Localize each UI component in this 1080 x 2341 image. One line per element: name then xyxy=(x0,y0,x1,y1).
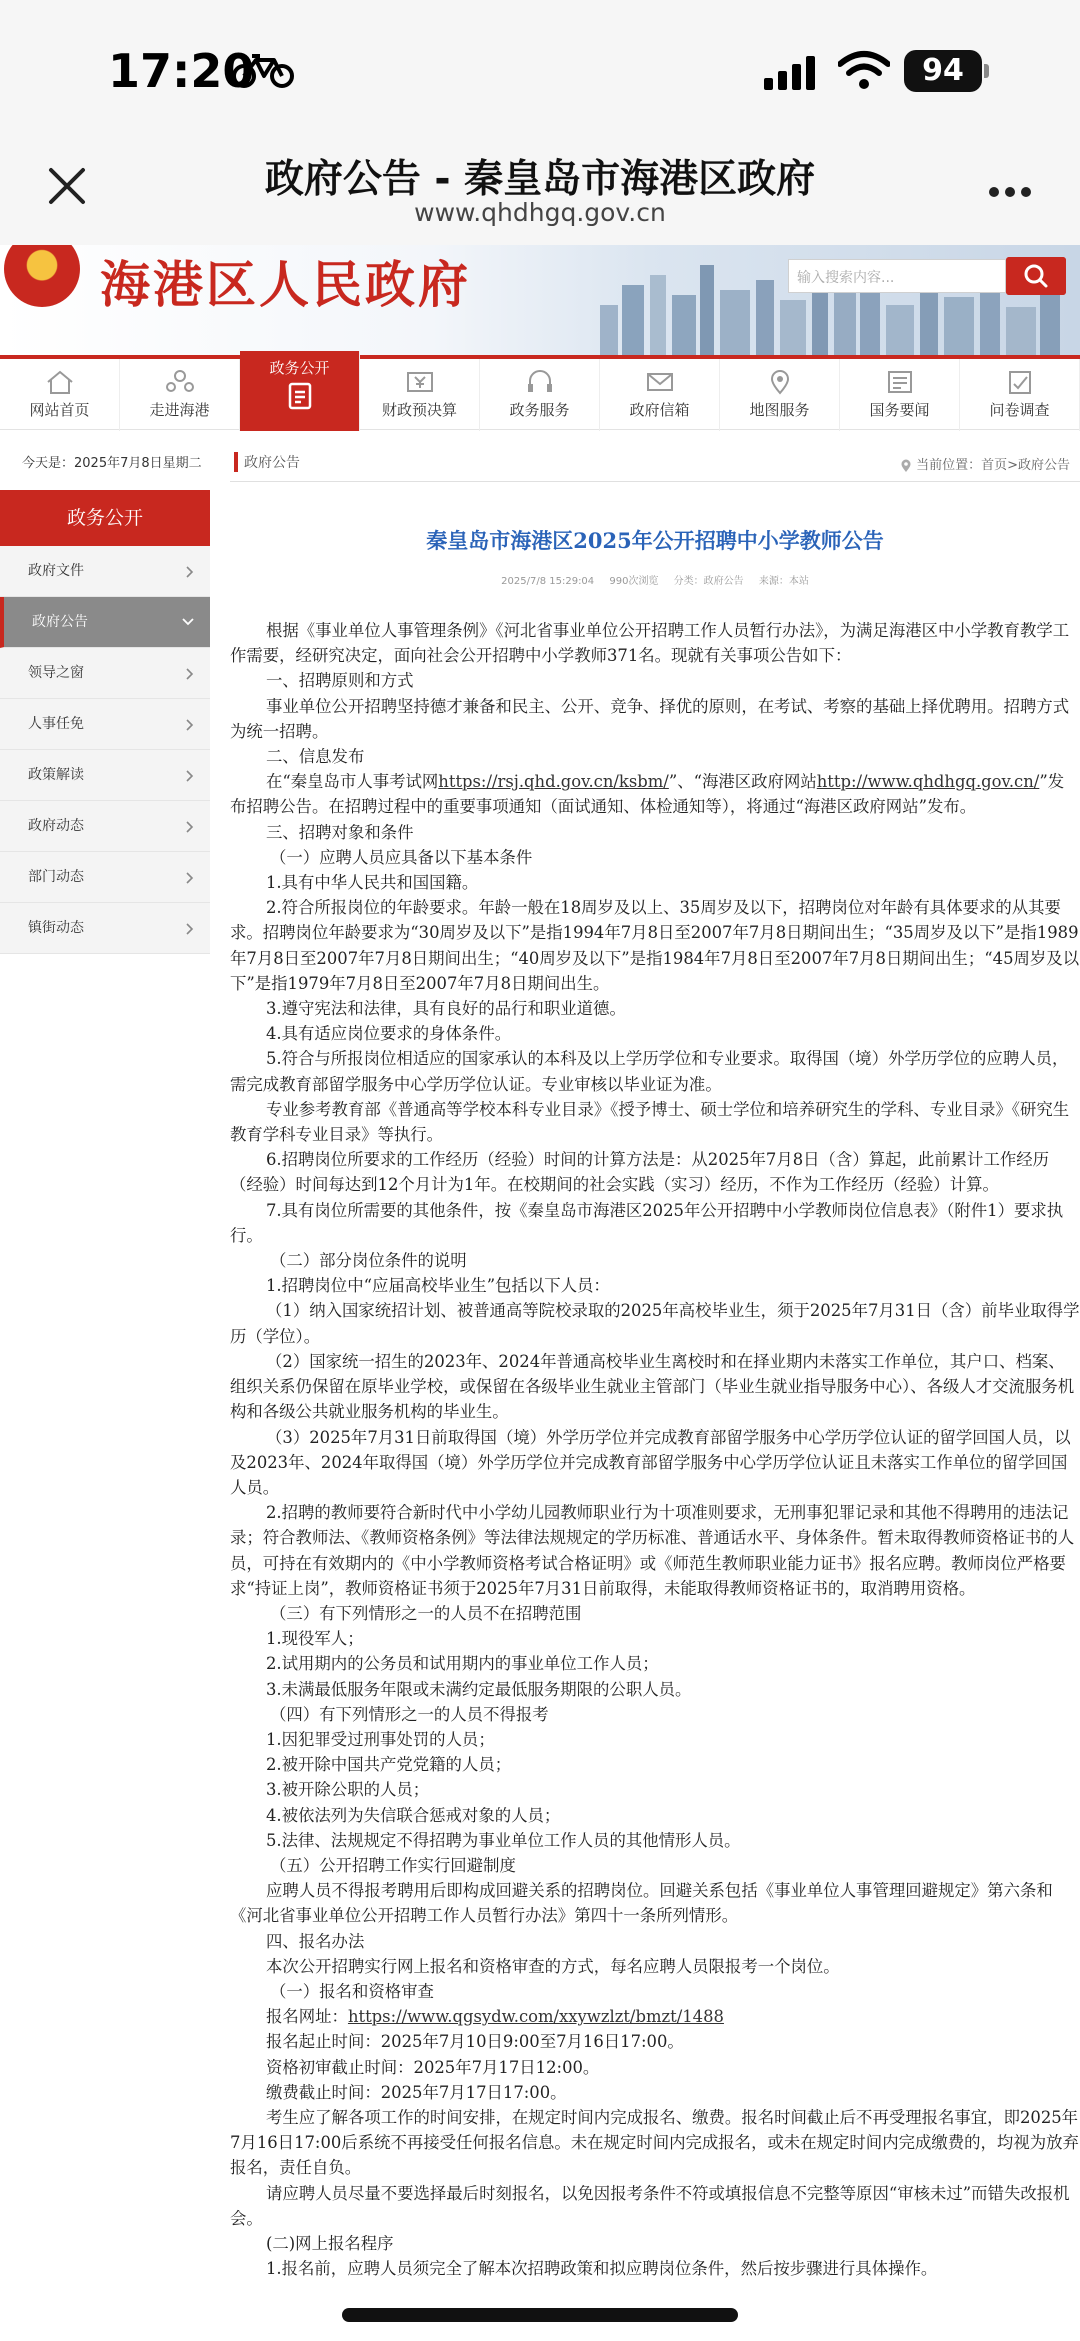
list-item: 1.因犯罪受过刑事处罚的人员； xyxy=(266,1729,495,1749)
subsection-heading: （三）有下列情形之一的人员不在招聘范围 xyxy=(270,1603,582,1623)
current-location[interactable] xyxy=(900,454,1070,473)
subsection-heading: （二）部分岗位条件的说明 xyxy=(270,1251,467,1271)
link-gov-site[interactable]: http://www.qhdhgq.gov.cn/ xyxy=(816,772,1040,792)
nav-item-gov-affairs[interactable] xyxy=(240,351,360,431)
people-icon xyxy=(165,369,195,395)
subsection-heading: （五）公开招聘工作实行回避制度 xyxy=(270,1855,516,1875)
news-icon xyxy=(885,369,915,395)
today-date: 今天是：2025年7月8日星期二 xyxy=(22,456,202,471)
nav-item-news[interactable] xyxy=(840,359,960,431)
sidebar-item-leaders[interactable] xyxy=(0,648,210,699)
nav-label: 走进海港 xyxy=(149,401,210,419)
subsection-heading: (二)网上报名程序 xyxy=(266,2234,394,2253)
browser-page-url: www.qhdhgq.gov.cn xyxy=(414,198,666,227)
nav-label: 网站首页 xyxy=(29,401,90,419)
sidebar-item-gov-news[interactable] xyxy=(0,801,210,852)
article-title: 秦皇岛市海港区2025年公开招聘中小学教师公告 xyxy=(426,528,884,553)
nav-label: 地图服务 xyxy=(749,401,810,419)
text: 报名网址： xyxy=(266,2007,348,2027)
nav-item-map[interactable] xyxy=(720,359,840,431)
chevron-right-icon xyxy=(186,821,194,833)
map-pin-icon xyxy=(765,369,795,395)
paragraph: 3.遵守宪法和法律，具有良好的品行和职业道德。 xyxy=(266,999,626,1019)
browser-header xyxy=(0,140,1080,245)
survey-icon xyxy=(1005,369,1035,395)
headset-icon xyxy=(525,369,555,395)
sidebar-item-label: 政府文件 xyxy=(28,563,84,579)
sidebar-menu xyxy=(0,546,210,954)
paragraph: 1.具有中华人民共和国国籍。 xyxy=(266,873,479,893)
paragraph: 1.报名前，应聘人员须完全了解本次招聘政策和拟应聘岗位条件，然后按步骤进行具体操作。 xyxy=(266,2259,938,2279)
paragraph: 5.符合与所报岗位相适应的国家承认的本科及以上学历学位和专业要求。取得国（境）外学历学位的应聘人员，需完成教育部留学服务中心学历学位认证。专业审核以毕业证为准。 xyxy=(230,1049,1069,1094)
view-count: 990次浏览 xyxy=(609,576,659,587)
paragraph: 2.招聘的教师要符合新时代中小学幼儿园教师职业行为十项准则要求，无刑事犯罪记录和其他不得聘用的违法记录；符合教师法、《教师资格条例》等法律法规规定的学历标准、普通话水平、身体条件。暂未取得教师资格证书的人员，可持在有效期内的《中小学教师资格考试合格证明》或《师范生教师职业能力证书》报名应聘。教师岗位严格要求“持证上岗”，教师资格证书须于2025年7月31日前取得，未能取得教师资格证书的，取消聘用资格。 xyxy=(230,1503,1075,1598)
more-options-icon[interactable] xyxy=(988,186,1032,198)
paragraph: （2）国家统一招生的2023年、2024年普通高校毕业生离校时和在择业期内未落实工作单位，其户口、档案、组织关系仍保留在原毕业学校，或保留在各级毕业生就业主管部门（毕业生就业指导服务中心）、各级人才交流服务机构和各级公共就业服务机构的毕业生。 xyxy=(230,1351,1075,1422)
paragraph: 4.具有适应岗位要求的身体条件。 xyxy=(266,1024,512,1044)
list-item: 2.被开除中国共产党党籍的人员； xyxy=(266,1755,512,1775)
paragraph: （3）2025年7月31日前取得国（境）外学历学位并完成教育部留学服务中心学历学位认证的留学回国人员，以及2023年、2024年取得国（境）外学历学位并完成教育部留学服务中心学历学位认证且未落实工作单位的留学回国人员。 xyxy=(230,1427,1071,1497)
paragraph: 1.招聘岗位中“应届高校毕业生”包括以下人员： xyxy=(266,1276,610,1296)
section-heading: 二、信息发布 xyxy=(266,747,365,767)
article-body xyxy=(230,618,1080,2281)
paragraph: 缴费截止时间：2025年7月17日17:00。 xyxy=(266,2082,567,2102)
text: ”发布招聘公告。在招聘过程中的重要事项通知（面试通知、体检通知等），将通过“海港区政府网站”发布。 xyxy=(230,772,1065,817)
sidebar-item-label: 政府动态 xyxy=(28,818,84,834)
paragraph xyxy=(230,769,1080,819)
list-item: 3.未满最低服务年限或未满约定最低服务期限的公职人员。 xyxy=(266,1679,692,1699)
money-icon xyxy=(405,369,435,395)
subsection-heading: （一）报名和资格审查 xyxy=(270,1981,434,2001)
paragraph: 7.具有岗位所需要的其他条件，按《秦皇岛市海港区2025年公开招聘中小学教师岗位信息表》（附件1）要求执行。 xyxy=(230,1200,1064,1245)
battery-tip xyxy=(984,64,989,78)
chevron-right-icon xyxy=(186,770,194,782)
sidebar-item-label: 部门动态 xyxy=(28,869,84,885)
chevron-right-icon xyxy=(186,668,194,680)
site-name: 海港区人民政府 xyxy=(100,256,471,314)
battery-indicator: 94 xyxy=(904,50,982,92)
sidebar-item-label: 人事任免 xyxy=(28,716,84,732)
sidebar-title: 政务公开 xyxy=(0,490,210,546)
paragraph: 资格初审截止时间：2025年7月17日12:00。 xyxy=(266,2057,600,2077)
nav-item-survey[interactable] xyxy=(960,359,1080,431)
section-heading: 四、报名办法 xyxy=(266,1931,365,1951)
sidebar-item-gov-files[interactable] xyxy=(0,546,210,597)
sidebar-item-appointments[interactable] xyxy=(0,699,210,750)
sidebar-item-town-news[interactable] xyxy=(0,903,210,954)
location-pin-icon xyxy=(900,459,912,473)
browser-page-title: 政府公告 - 秦皇岛市海港区政府 xyxy=(264,157,816,202)
nav-item-mailbox[interactable] xyxy=(600,359,720,431)
bicycle-icon xyxy=(232,54,294,88)
home-icon xyxy=(45,369,75,395)
article-meta xyxy=(230,572,1080,587)
sidebar-item-label: 领导之窗 xyxy=(28,665,84,681)
list-item: 3.被开除公职的人员； xyxy=(266,1780,430,1800)
nav-item-service[interactable] xyxy=(480,359,600,431)
paragraph xyxy=(230,2004,1080,2029)
nav-item-budget[interactable] xyxy=(360,359,480,431)
site-banner xyxy=(0,245,1080,355)
chevron-right-icon xyxy=(186,923,194,935)
site-search-input[interactable]: 输入搜索内容... xyxy=(788,259,1006,293)
home-indicator[interactable] xyxy=(342,2308,738,2322)
status-bar xyxy=(0,0,1080,140)
cellular-signal-icon xyxy=(764,56,820,90)
sidebar-item-dept-news[interactable] xyxy=(0,852,210,903)
paragraph: 应聘人员不得报考聘用后即构成回避关系的招聘岗位。回避关系包括《事业单位人事管理回避规定》第六条和《河北省事业单位公开招聘工作人员暂行办法》第四十一条所列情形。 xyxy=(230,1881,1053,1926)
wifi-icon xyxy=(838,50,890,90)
sidebar-item-gov-notices[interactable] xyxy=(0,597,210,648)
text: 在“秦皇岛市人事考试网 xyxy=(266,772,439,792)
list-item: 2.试用期内的公务员和试用期内的事业单位工作人员； xyxy=(266,1654,659,1674)
breadcrumb xyxy=(230,446,1080,482)
list-item: 4.被依法列为失信联合惩戒对象的人员； xyxy=(266,1805,561,1825)
paragraph: （1）纳入国家统招计划、被普通高等院校录取的2025年高校毕业生，须于2025年7月31日（含）前毕业取得学历（学位）。 xyxy=(230,1301,1080,1346)
subsection-heading: （四）有下列情形之一的人员不得报考 xyxy=(270,1704,549,1724)
sidebar-item-label: 政府公告 xyxy=(32,614,88,630)
sidebar-item-label: 镇街动态 xyxy=(28,920,84,936)
article-category: 分类：政府公告 xyxy=(673,576,744,587)
nav-label: 政务服务 xyxy=(509,401,570,419)
chevron-right-icon xyxy=(186,719,194,731)
mail-icon xyxy=(645,369,675,395)
sidebar-item-policy[interactable] xyxy=(0,750,210,801)
document-icon xyxy=(287,382,313,410)
link-registration[interactable]: https://www.qgsydw.com/xxywzlzt/bmzt/1488 xyxy=(347,2007,724,2027)
nav-item-about[interactable] xyxy=(120,359,240,431)
search-icon[interactable] xyxy=(1006,257,1066,295)
nav-label: 财政预决算 xyxy=(381,401,457,419)
link-exam-site[interactable]: https://rsj.qhd.gov.cn/ksbm/ xyxy=(438,772,669,792)
publish-date: 2025/7/8 15:29:04 xyxy=(501,576,595,587)
paragraph: 事业单位公开招聘坚持德才兼备和民主、公开、竞争、择优的原则，在考试、考察的基础上择优聘用。招聘方式为统一招聘。 xyxy=(230,696,1070,741)
list-item: 5.法律、法规规定不得招聘为事业单位工作人员的其他情形人员。 xyxy=(266,1830,741,1850)
paragraph: 6.招聘岗位所要求的工作经历（经验）时间的计算方法是：从2025年7月8日（含）算起，此前累计工作经历（经验）时间每达到12个月计为1年。在校期间的社会实践（实习）经历，不作为工作经历（经验）计算。 xyxy=(230,1150,1050,1195)
chevron-right-icon xyxy=(186,566,194,578)
main-nav xyxy=(0,355,1080,430)
chevron-down-icon xyxy=(182,617,194,627)
nav-item-home[interactable] xyxy=(0,359,120,431)
section-label: 政府公告 xyxy=(234,452,300,472)
nav-label: 国务要闻 xyxy=(869,401,930,419)
paragraph: 考生应了解各项工作的时间安排，在规定时间内完成报名、缴费。报名时间截止后不再受理报名事宜，即2025年7月16日17:00后系统不再接受任何报名信息。未在规定时间内完成报名，或未在规定时间内完成缴费的，均视为放弃报名，责任自负。 xyxy=(230,2107,1079,2178)
chevron-right-icon xyxy=(186,872,194,884)
status-time: 17:20 xyxy=(108,44,255,98)
nav-label: 问卷调查 xyxy=(989,401,1050,419)
location-text: 当前位置：首页>政府公告 xyxy=(916,458,1070,473)
subsection-heading: （一）应聘人员应具备以下基本条件 xyxy=(270,847,533,867)
nav-label: 政府信箱 xyxy=(629,401,690,419)
section-heading: 一、招聘原则和方式 xyxy=(266,671,414,691)
paragraph: 专业参考教育部《普通高等学校本科专业目录》《授予博士、硕士学位和培养研究生的学科、专业目录》《研究生教育学科专业目录》等执行。 xyxy=(230,1099,1070,1145)
national-emblem-logo xyxy=(4,245,80,307)
article-source: 来源：本站 xyxy=(758,576,809,587)
paragraph: 请应聘人员尽量不要选择最后时刻报名，以免因报考条件不符或填报信息不完整等原因“审核未过”而错失改报机会。 xyxy=(230,2183,1070,2228)
paragraph: 本次公开招聘实行网上报名和资格审查的方式，每名应聘人员限报考一个岗位。 xyxy=(266,1956,840,1976)
sidebar-item-label: 政策解读 xyxy=(28,767,84,783)
paragraph: 2.符合所报岗位的年龄要求。年龄一般在18周岁及以上、35周岁及以下，招聘岗位对年龄有具体要求的从其要求。招聘岗位年龄要求为“30周岁及以下”是指1994年7月8日至2007年7月8日期间出生；“35周岁及以下”是指1989年7月8日至2007年7月8日期间出生；“40周岁及以下”是指1984年7月8日至2007年7月8日期间出生；“45周岁及以下”是指1979年7月8日至2007年7月8日期间出生。 xyxy=(230,898,1080,993)
nav-label: 政务公开 xyxy=(269,359,330,377)
paragraph: 报名起止时间：2025年7月10日9:00至7月16日17:00。 xyxy=(266,2032,684,2052)
section-heading: 三、招聘对象和条件 xyxy=(266,822,414,842)
list-item: 1.现役军人； xyxy=(266,1629,364,1649)
paragraph: 根据《事业单位人事管理条例》《河北省事业单位公开招聘工作人员暂行办法》，为满足海港区中小学教育教学工作需要，经研究决定，面向社会公开招聘中小学教师371名。现就有关事项公告如下： xyxy=(230,621,1070,666)
text: ”、“海港区政府网站 xyxy=(668,772,817,792)
